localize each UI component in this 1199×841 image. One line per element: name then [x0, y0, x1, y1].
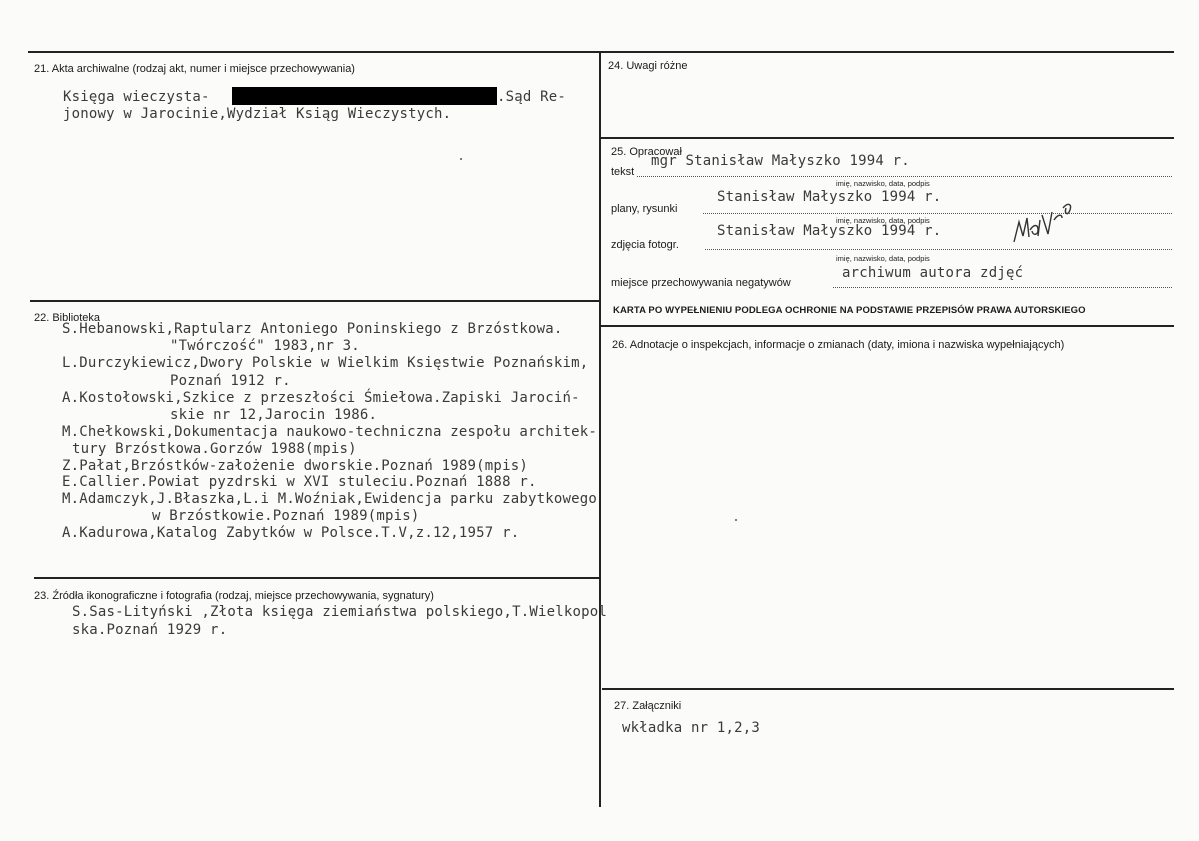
tekst-value: mgr Stanisław Małyszko 1994 r. [651, 153, 910, 169]
tekst-caption: imię, nazwisko, data, podpis [836, 179, 930, 188]
rule-25-26 [600, 325, 1174, 327]
speck [460, 158, 462, 160]
copyright-notice: KARTA PO WYPEŁNIENIU PODLEGA OCHRONIE NA PODSTAWIE PRZEPISÓW PRAWA AUTORSKIEGO [613, 305, 1086, 316]
rule-26-27 [602, 688, 1174, 690]
bibliography-entry: skie nr 12,Jarocin 1986. [170, 407, 378, 423]
section-25-label: 25. Opracował [611, 146, 682, 158]
negatywy-value: archiwum autora zdjęć [842, 265, 1024, 281]
negatywy-label: miejsce przechowywania negatywów [611, 277, 791, 289]
negatywy-dotted-line [833, 287, 1172, 288]
section-21-line1-suffix: .Sąd Re- [497, 89, 567, 105]
bibliography-entry: Z.Pałat,Brzóstków-założenie dworskie.Poznań 1989(mpis) [62, 458, 528, 474]
section-21-line1-prefix: Księga wieczysta- [63, 89, 210, 105]
bibliography-entry: tury Brzóstkowa.Gorzów 1988(mpis) [72, 441, 357, 457]
section-27-label: 27. Załączniki [614, 700, 682, 712]
plany-caption: imię, nazwisko, data, podpis [836, 216, 930, 225]
plany-value: Stanisław Małyszko 1994 r. [717, 189, 942, 205]
tekst-dotted-line [637, 176, 1172, 177]
section-26-label: 26. Adnotacje o inspekcjach, informacje o zmianach (daty, imiona i nazwiska wypełniających) [612, 339, 1065, 351]
speck [735, 519, 737, 521]
bibliography-entry: "Twórczość" 1983,nr 3. [170, 338, 360, 354]
bibliography-entry: M.Chełkowski,Dokumentacja naukowo-techniczna zespołu architek- [62, 424, 597, 440]
bibliography-entry: L.Durczykiewicz,Dwory Polskie w Wielkim Księstwie Poznańskim, [62, 355, 589, 371]
bibliography-entry: A.Kadurowa,Katalog Zabytków w Polsce.T.V,z.12,1957 r. [62, 525, 520, 541]
section-24-label: 24. Uwagi różne [608, 60, 688, 72]
section-21-line2: jonowy w Jarocinie,Wydział Ksiąg Wieczystych. [63, 106, 452, 122]
rule-24-25 [600, 137, 1174, 139]
bibliography-entry: A.Kostołowski,Szkice z przeszłości Śmiełowa.Zapiski Jarociń- [62, 390, 580, 406]
handwritten-signature [1008, 190, 1078, 248]
section-21-label: 21. Akta archiwalne (rodzaj akt, numer i miejsce przechowywania) [34, 63, 355, 75]
zdjecia-label: zdjęcia fotogr. [611, 239, 679, 251]
tekst-label: tekst [611, 166, 635, 178]
bibliography-entry: S.Hebanowski,Raptularz Antoniego Poninskiego z Brzóstkowa. [62, 321, 563, 337]
bibliography-entry: Poznań 1912 r. [170, 373, 291, 389]
section-23-line2: ska.Poznań 1929 r. [72, 622, 228, 638]
bibliography-entry: w Brzóstkowie.Poznań 1989(mpis) [152, 508, 420, 524]
plany-label: plany, rysunki [611, 203, 678, 215]
zdjecia-value: Stanisław Małyszko 1994 r. [717, 223, 942, 239]
section-22-label: 22. Biblioteka [34, 312, 101, 324]
plany-dotted-line [703, 213, 1172, 214]
section-23-line1: S.Sas-Lityński ,Złota księga ziemiaństwa polskiego,T.Wielkopol [72, 604, 607, 620]
redaction-bar [232, 87, 497, 105]
section-23-label: 23. Źródła ikonograficzne i fotografia (rodzaj, miejsce przechowywania, sygnatury) [34, 590, 434, 602]
zdjecia-dotted-line [705, 249, 1172, 250]
rule-21-22 [30, 300, 600, 302]
bibliography-entry: E.Callier.Powiat pyzdrski w XVI stuleciu.Poznań 1888 r. [62, 474, 537, 490]
center-divider [599, 51, 601, 807]
top-rule [28, 51, 1174, 53]
section-27-value: wkładka nr 1,2,3 [622, 720, 761, 736]
rule-22-23 [34, 577, 600, 579]
zdjecia-caption: imię, nazwisko, data, podpis [836, 254, 930, 263]
bibliography-entry: M.Adamczyk,J.Błaszka,L.i M.Woźniak,Ewidencja parku zabytkowego [62, 491, 597, 507]
